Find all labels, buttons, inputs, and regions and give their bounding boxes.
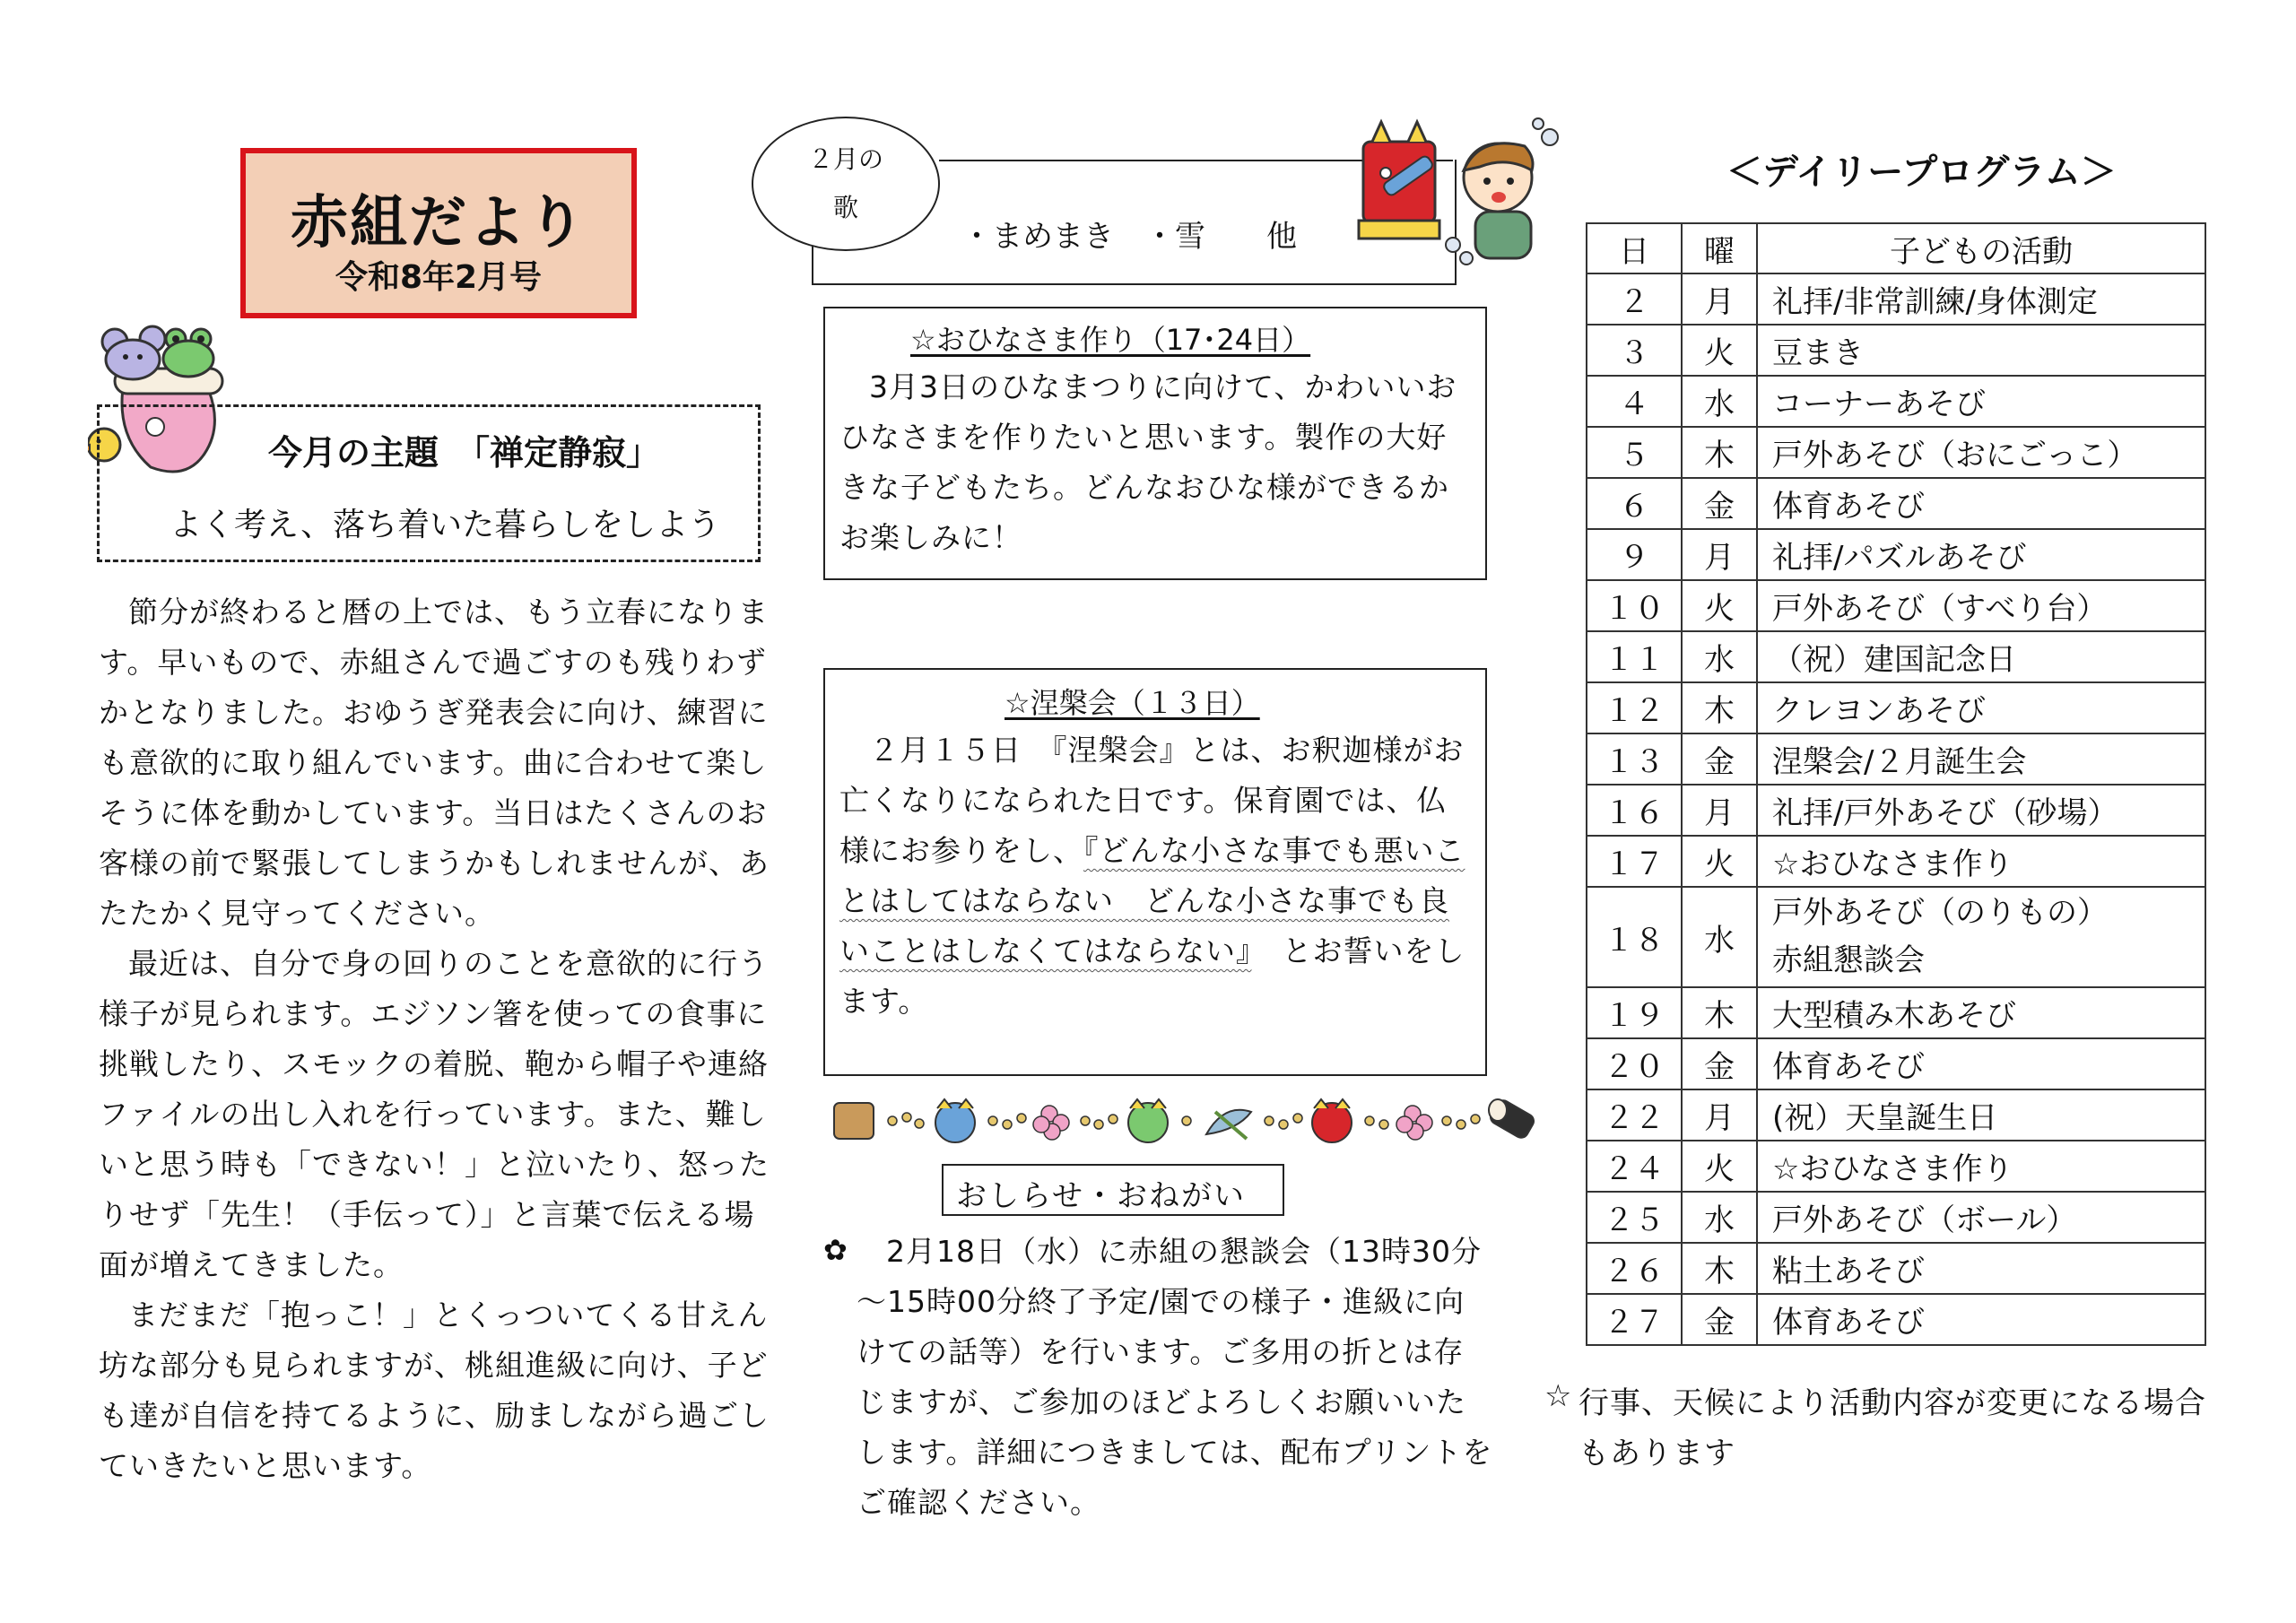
table-row	[1587, 273, 2205, 325]
table-row	[1587, 580, 2205, 631]
hina-title: ☆おひなさま作り（17･24日）	[910, 323, 1311, 357]
table-row	[1587, 1192, 2205, 1243]
paragraph: まだまだ「抱っこ！」とくっついてくる甘えん坊な部分も見られますが、桃組進級に向け、子ども達が自信を持てるように、励ましながら過ごしていきたいと思います。	[99, 1298, 770, 1483]
day-cell: ２６	[1587, 1243, 1682, 1294]
table-row	[1587, 1294, 2205, 1345]
nehan-body-end: とお誓いをします。	[839, 933, 1465, 1019]
activity-line: 戸外あそび（のりもの）	[1772, 895, 2108, 931]
paragraph: 最近は、自分で身の回りのことを意欲的に行う様子が見られます。エジソン箸を使っての食事に挑戦したり、スモックの着脱、鞄から帽子や連絡ファイルの出し入れを行っています。また、難しいと思う時も「できない！」と泣いたり、怒ったりせず「先生！（手伝って）」と言葉で伝える場面が増えてきました。	[99, 946, 770, 1282]
table-row	[1587, 631, 2205, 682]
day-cell: ２５	[1587, 1192, 1682, 1243]
daily-program-table	[1586, 222, 2206, 1346]
child-bean-throwing-illustration	[1345, 115, 1561, 276]
song-list: ・まめまき ・雪 他	[961, 219, 1297, 255]
activity-cell: 大型積み木あそび	[1757, 987, 2205, 1038]
table-row	[1587, 1243, 2205, 1294]
weekday-cell: 水	[1682, 631, 1757, 682]
hina-doll-craft-box	[823, 307, 1487, 580]
daily-program-title: ＜デイリープログラム＞	[1726, 152, 2117, 193]
weekday-cell: 木	[1682, 1243, 1757, 1294]
song-label-bubble	[752, 117, 940, 251]
activity-cell: 戸外あそび（おにごっこ）	[1757, 427, 2205, 478]
table-row	[1587, 836, 2205, 887]
day-cell: ３	[1587, 325, 1682, 376]
day-cell: ２２	[1587, 1089, 1682, 1141]
notice-heading: おしらせ・おねがい	[956, 1178, 1246, 1214]
nehan-body-intro: ２月１５日 『涅槃会』とは、お釈迦様がお亡くなりになられた日です。保育園では、仏様にお参りをし、	[839, 733, 1465, 868]
weekday-cell: 金	[1682, 1294, 1757, 1345]
activity-cell: 礼拝/戸外あそび（砂場）	[1757, 785, 2205, 836]
notice-body-text: 2月18日（水）に赤組の懇談会（13時30分～15時00分終了予定/園での様子・進級に向けての話等）を行います。ご多用の折とは存じますが、ご参加のほどよろしくお願いいたします。詳細につきましては、配布プリントをご確認ください。	[857, 1234, 1493, 1520]
table-row	[1587, 887, 2205, 987]
table-row	[1587, 1038, 2205, 1089]
table-row	[1587, 1141, 2205, 1192]
day-cell: ２７	[1587, 1294, 1682, 1345]
weekday-cell: 火	[1682, 325, 1757, 376]
table-row	[1587, 427, 2205, 478]
day-cell: １６	[1587, 785, 1682, 836]
day-cell: ４	[1587, 376, 1682, 427]
hina-body-text: 3月3日のひなまつりに向けて、かわいいおひなさまを作りたいと思います。製作の大好きな子どもたち。どんなおひな様ができるかお楽しみに！	[839, 369, 1457, 555]
activity-cell: 体育あそび	[1757, 1038, 2205, 1089]
activity-cell: 粘土あそび	[1757, 1243, 2205, 1294]
day-cell: ２	[1587, 273, 1682, 325]
weekday-cell: 月	[1682, 785, 1757, 836]
flower-bullet-icon: ✿	[823, 1233, 848, 1267]
newsletter-title: 赤組だより	[291, 190, 587, 256]
activity-cell: 体育あそび	[1757, 478, 2205, 529]
issue-date: 令和8年2月号	[335, 259, 543, 296]
table-row	[1587, 785, 2205, 836]
header-day: 日	[1587, 223, 1682, 273]
activity-cell: （祝）建国記念日	[1757, 631, 2205, 682]
weekday-cell: 月	[1682, 273, 1757, 325]
weekday-cell: 火	[1682, 836, 1757, 887]
day-cell: １８	[1587, 887, 1682, 987]
activity-cell: 礼拝/非常訓練/身体測定	[1757, 273, 2205, 325]
table-row	[1587, 987, 2205, 1038]
weekday-cell: 金	[1682, 478, 1757, 529]
day-cell: １７	[1587, 836, 1682, 887]
activity-cell: 体育あそび	[1757, 1294, 2205, 1345]
activity-line: 赤組懇談会	[1772, 942, 1925, 978]
weekday-cell: 火	[1682, 580, 1757, 631]
activity-cell: コーナーあそび	[1757, 376, 2205, 427]
activity-cell: ☆おひなさま作り	[1757, 836, 2205, 887]
monthly-theme-box	[97, 404, 761, 562]
table-row	[1587, 478, 2205, 529]
day-cell: １０	[1587, 580, 1682, 631]
nehan-event-box	[823, 668, 1487, 1076]
activity-cell: ☆おひなさま作り	[1757, 1141, 2205, 1192]
notice-body	[857, 1227, 1493, 1528]
table-row	[1587, 733, 2205, 785]
activity-cell: 戸外あそび（すべり台）	[1757, 580, 2205, 631]
weekday-cell: 火	[1682, 1141, 1757, 1192]
weekday-cell: 月	[1682, 529, 1757, 580]
star-icon: ☆	[1544, 1378, 1572, 1414]
header-weekday: 曜	[1682, 223, 1757, 273]
weekday-cell: 月	[1682, 1089, 1757, 1141]
header-activity: 子どもの活動	[1757, 223, 2205, 273]
table-row	[1587, 529, 2205, 580]
song-label-line1: ２月の	[807, 144, 883, 174]
day-cell: １２	[1587, 682, 1682, 733]
notice-heading-box	[942, 1164, 1284, 1216]
day-cell: ５	[1587, 427, 1682, 478]
song-label-line2: 歌	[832, 193, 858, 222]
theme-heading: 今月の主題 「禅定静寂」	[268, 433, 661, 473]
nehan-quote: 『どんな小さな事でも悪いことはしてはならない どんな小さな事でも良いことはしなくてはならない』	[839, 833, 1465, 968]
activity-cell: 涅槃会/２月誕生会	[1757, 733, 2205, 785]
weekday-cell: 水	[1682, 887, 1757, 987]
activity-cell: 豆まき	[1757, 325, 2205, 376]
table-row	[1587, 1089, 2205, 1141]
title-box	[240, 148, 637, 318]
activity-cell	[1757, 887, 2205, 987]
day-cell: １３	[1587, 733, 1682, 785]
day-cell: ２０	[1587, 1038, 1682, 1089]
day-cell: ６	[1587, 478, 1682, 529]
activity-cell: クレヨンあそび	[1757, 682, 2205, 733]
theme-subtitle: よく考え、落ち着いた暮らしをしよう	[170, 507, 721, 543]
weekday-cell: 木	[1682, 682, 1757, 733]
weekday-cell: 水	[1682, 376, 1757, 427]
schedule-note: 行事、天候により活動内容が変更になる場合もあります	[1578, 1385, 2206, 1471]
nehan-title: ☆涅槃会（１３日）	[1004, 686, 1260, 720]
table-row	[1587, 325, 2205, 376]
day-cell: １９	[1587, 987, 1682, 1038]
activity-cell: 礼拝/パズルあそび	[1757, 529, 2205, 580]
day-cell: ２４	[1587, 1141, 1682, 1192]
nehan-body	[839, 725, 1473, 1027]
left-column-text	[99, 587, 771, 1491]
weekday-cell: 金	[1682, 1038, 1757, 1089]
hina-body	[839, 362, 1473, 563]
activity-cell: 戸外あそび（ボール）	[1757, 1192, 2205, 1243]
day-cell: ９	[1587, 529, 1682, 580]
table-row	[1587, 682, 2205, 733]
weekday-cell: 水	[1682, 1192, 1757, 1243]
weekday-cell: 木	[1682, 427, 1757, 478]
weekday-cell: 金	[1682, 733, 1757, 785]
setsubun-decoration-row	[830, 1094, 1538, 1148]
paragraph: 節分が終わると暦の上では、もう立春になります。早いもので、赤組さんで過ごすのも残りわずかとなりました。おゆうぎ発表会に向け、練習にも意欲的に取り組んでいます。曲に合わせて楽しそうに体を動かしています。当日はたくさんのお客様の前で緊張してしまうかもしれませんが、あたたかく見守ってください。	[99, 595, 770, 931]
day-cell: １１	[1587, 631, 1682, 682]
weekday-cell: 木	[1682, 987, 1757, 1038]
activity-cell: (祝）天皇誕生日	[1757, 1089, 2205, 1141]
table-row	[1587, 376, 2205, 427]
